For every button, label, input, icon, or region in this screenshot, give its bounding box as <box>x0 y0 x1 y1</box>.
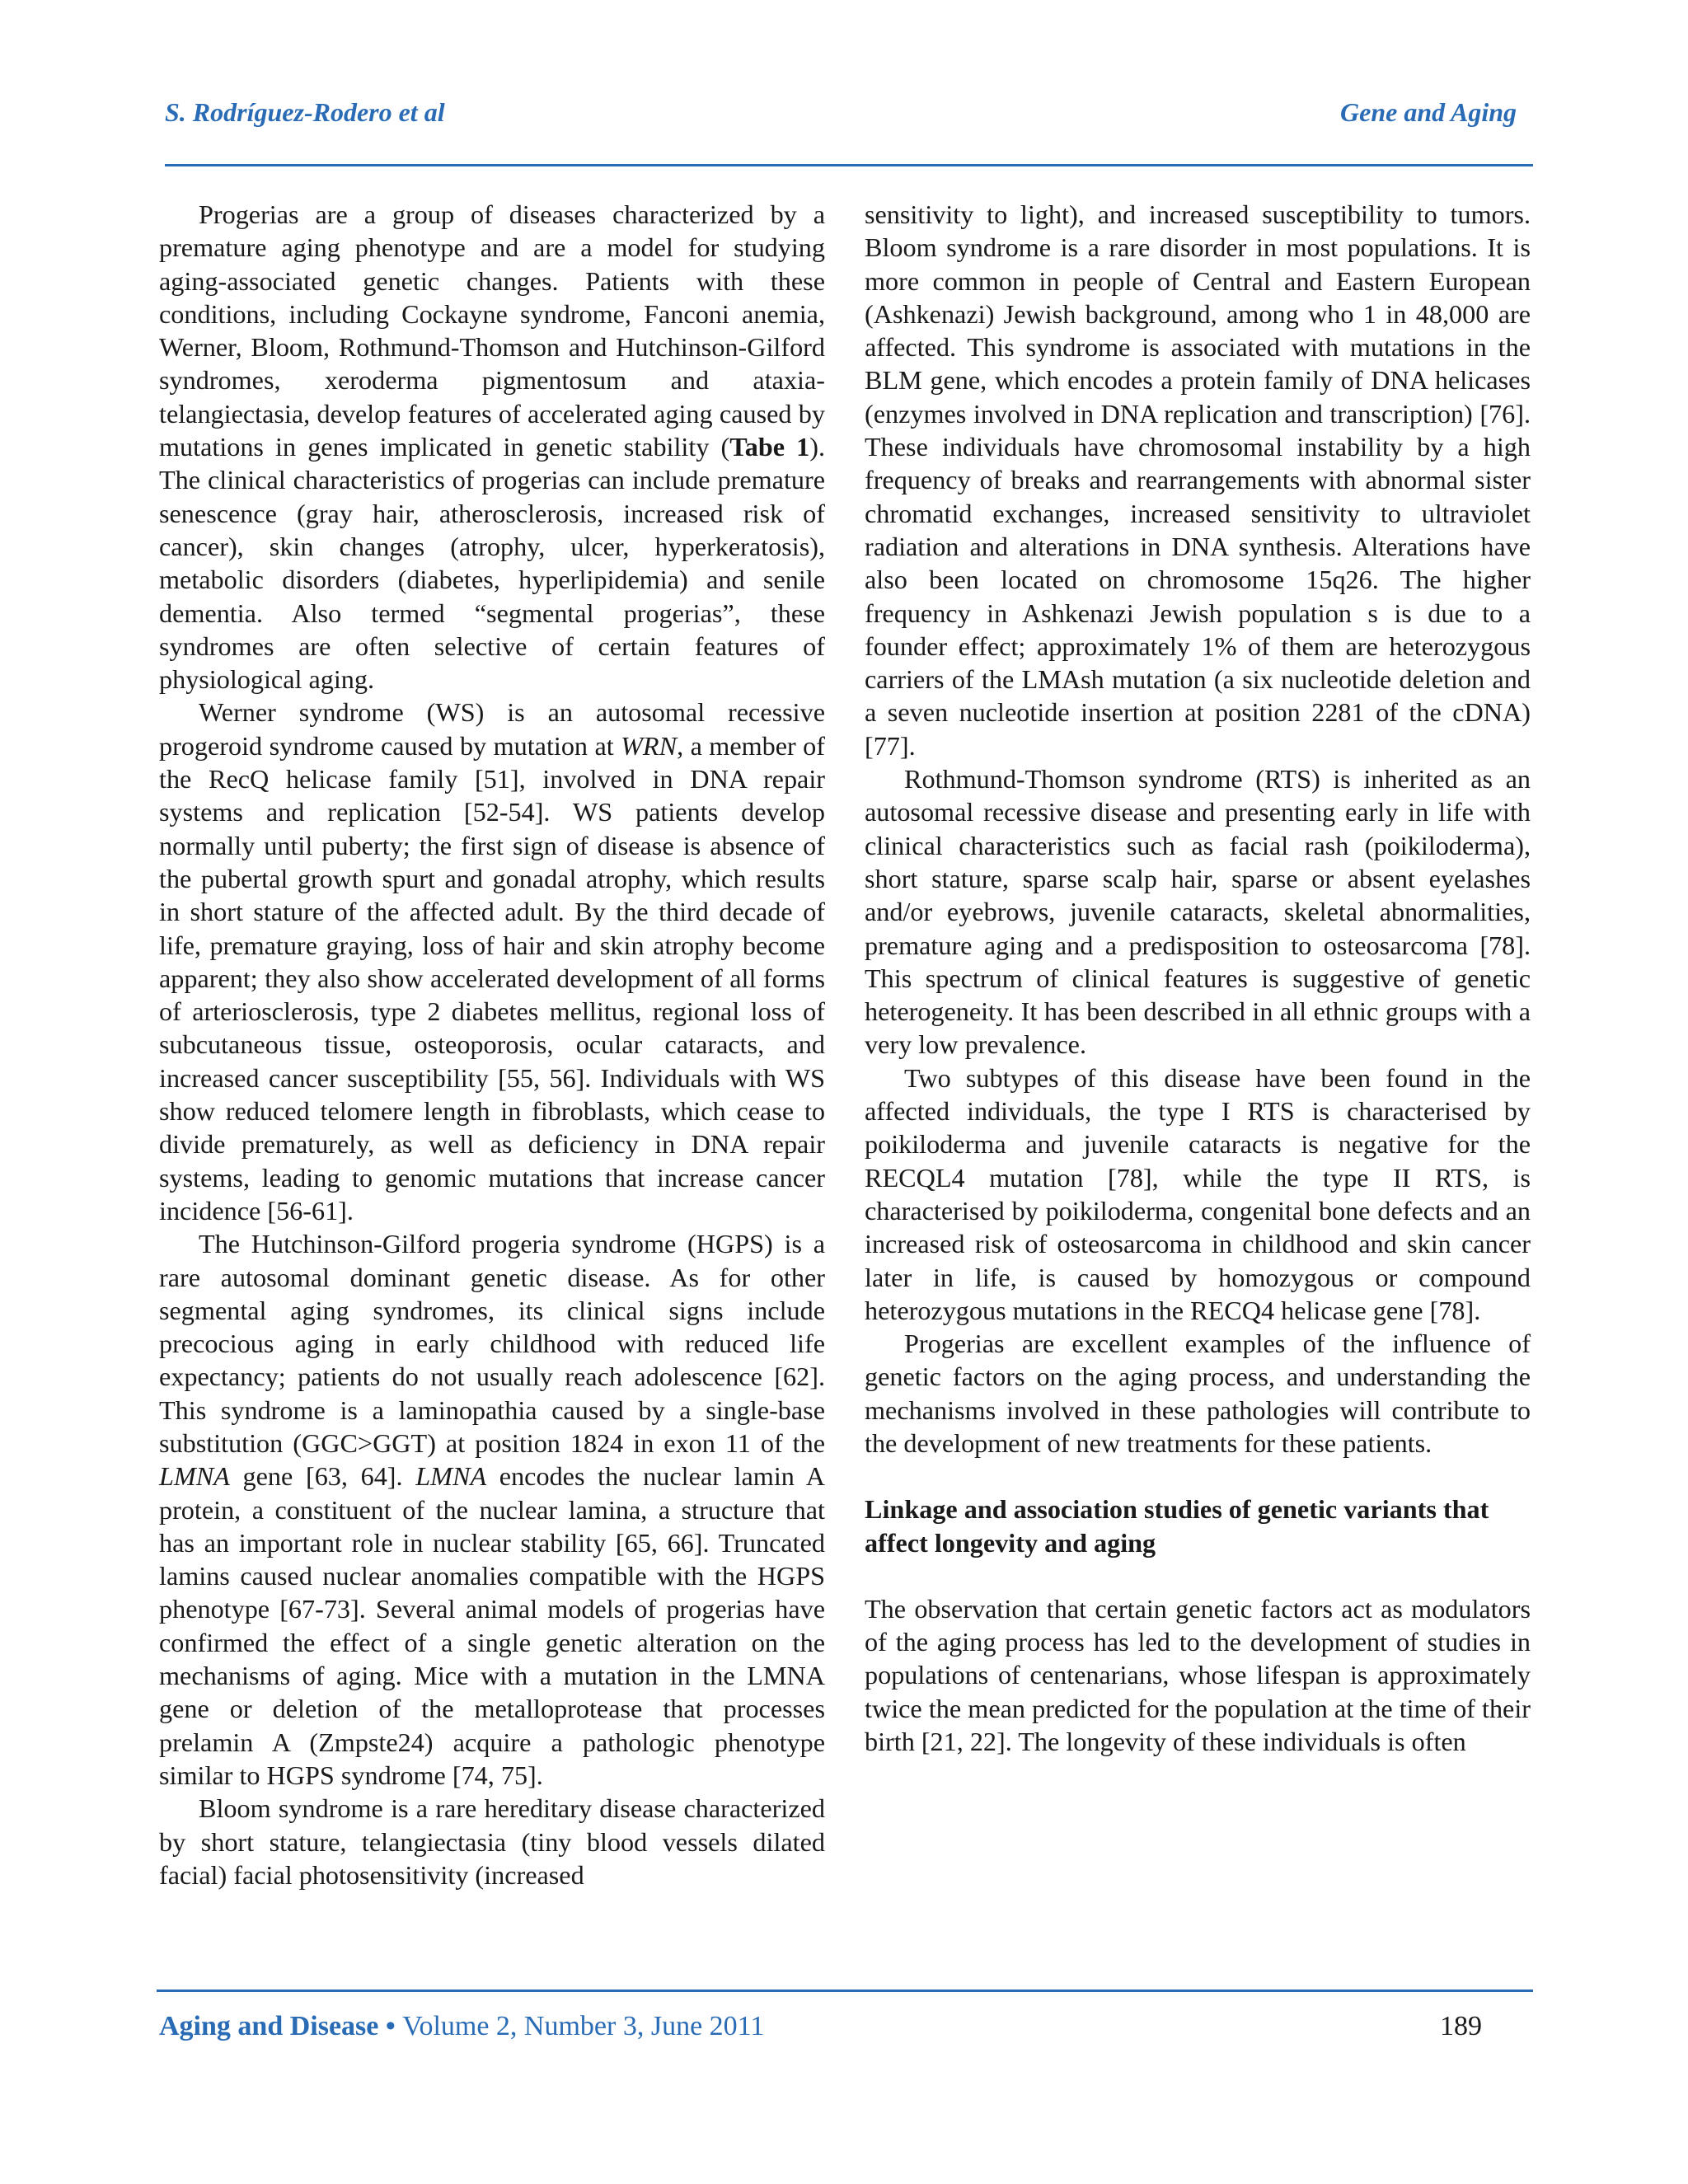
running-head-journal: Gene and Aging <box>1340 97 1517 127</box>
paragraph-hgps: The Hutchinson-Gilford progeria syndrome (HGPS) is a rare autosomal dominant genetic disease. As for other segmental aging syndromes, its clinical signs include precocious aging in early childhood with reduced life expectancy; patients do not usually reach adolescence [62]. This syndrome is a laminopathia caused by a single-base substitution (GGC>GGT) at position 1824 in exon 11 of the LMNA gene [63, 64]. LMNA encodes the nuclear lamin A protein, a constituent of the nuclear lamina, a structure that has an important role in nuclear stability [65, 66]. Truncated lamins caused nuclear anomalies compatible with the HGPS phenotype [67-73]. Several animal models of progerias have confirmed the effect of a single genetic alteration on the mechanisms of aging. Mice with a mutation in the LMNA gene or deletion of the metalloprotease that processes prelamin A (Zmpste24) acquire a pathologic phenotype similar to HGPS syndrome [74, 75]. <box>159 1229 826 1790</box>
paragraph-werner-syndrome: Werner syndrome (WS) is an autosomal recessive progeroid syndrome caused by mutation at WRN, a member of the RecQ helicase family [51], involved in DNA repair systems and replication [52-54]. WS patients develop normally until puberty; the first sign of disease is absence of the pubertal growth spurt and gonadal atrophy, which results in short stature of the affected adult. By the third decade of life, premature graying, loss of hair and skin atrophy become apparent; they also show accelerated development of all forms of arteriosclerosis, type 2 diabetes mellitus, regional loss of subcutaneous tissue, osteoporosis, ocular cataracts, and increased cancer susceptibility [55, 56]. Individuals with WS show reduced telomere length in fibroblasts, which cease to divide prematurely, as well as deficiency in DNA repair systems, leading to genomic mutations that increase cancer incidence [56-61]. <box>159 697 825 1226</box>
right-column <box>865 198 1531 1758</box>
running-head-authors: S. Rodríguez-Rodero et al <box>165 97 445 127</box>
paragraph-bloom-continued: sensitivity to light), and increased susceptibility to tumors. Bloom syndrome is a rare disorder in most populations. It is more common in people of Central and Eastern European (Ashkenazi) Jewish background, among who 1 in 48,000 are affected. This syndrome is associated with mutations in the BLM gene, which encodes a protein family of DNA helicases (enzymes involved in DNA replication and transcription) [76]. These individuals have chromosomal instability by a high frequency of breaks and rearrangements with abnormal sister chromatid exchanges, increased sensitivity to ultraviolet radiation and alterations in DNA synthesis. Alterations have also been located on chromosome 15q26. The higher frequency in Ashkenazi Jewish population s is due to a founder effect; approximately 1% of them are heterozygous carriers of the LMAsh mutation (a six nucleotide deletion and a seven nucleotide insertion at position 2281 of the cDNA) [77]. <box>865 199 1531 761</box>
running-head <box>165 97 1517 138</box>
section-heading: Linkage and association studies of genetic variants that affect longevity and aging <box>865 1494 1489 1558</box>
paragraph-progerias-conclusion: Progerias are excellent examples of the influence of genetic factors on the aging process, and understanding the mechanisms involved in these pathologies will contribute to the development of new treatments for these patients. <box>865 1329 1531 1458</box>
paragraph-linkage-studies: The observation that certain genetic factors act as modulators of the aging process has led to the development of studies in populations of centenarians, whose lifespan is approximately twice the mean predicted for the population at the time of their birth [21, 22]. The longevity of these individuals is often <box>865 1593 1531 1757</box>
paragraph-progerias-intro: Progerias are a group of diseases characterized by a premature aging phenotype and are a model for studying aging-associated genetic changes. Patients with these conditions, including Cockayne syndrome, Fanconi anemia, Werner, Bloom, Rothmund-Thomson and Hutchinson-Gilford syndromes, xeroderma pigmentosum and ataxia-telangiectasia, develop features of accelerated aging caused by mutations in genes implicated in genetic stability (Tabe 1). The clinical characteristics of progerias can include premature senescence (gray hair, atherosclerosis, increased risk of cancer), skin changes (atrophy, ulcer, hyperkeratosis), metabolic disorders (diabetes, hyperlipidemia) and senile dementia. Also termed “segmental progerias”, these syndromes are often selective of certain features of physiological aging. <box>159 199 825 695</box>
header-divider <box>165 164 1533 166</box>
left-column <box>159 198 825 1891</box>
gene-name: LMNA <box>159 1461 230 1492</box>
footer-divider <box>157 1990 1533 1992</box>
footer-bullet: • <box>378 2011 403 2041</box>
page-footer <box>159 2011 1482 2052</box>
footer-issue: Volume 2, Number 3, June 2011 <box>402 2011 765 2041</box>
paragraph-rts-subtypes: Two subtypes of this disease have been found in the affected individuals, the type I RTS is characterised by poikiloderma and juvenile cataracts is negative for the RECQL4 mutation [78], while the type II RTS, is characterised by poikiloderma, congenital bone defects and an increased risk of osteosarcoma in childhood and skin cancer later in life, is caused by homozygous or compound heterozygous mutations in the RECQ4 helicase gene [78]. <box>865 1062 1531 1325</box>
paragraph-rothmund-thomson: Rothmund-Thomson syndrome (RTS) is inherited as an autosomal recessive disease and presenting early in life with clinical characteristics such as facial rash (poikiloderma), short stature, sparse scalp hair, sparse or absent eyelashes and/or eyebrows, juvenile cataracts, skeletal abnormalities, premature aging and a predisposition to osteosarcoma [78]. This spectrum of clinical features is suggestive of genetic heterogeneity. It has been described in all ethnic groups with a very low prevalence. <box>865 764 1531 1060</box>
table-reference[interactable]: Tabe 1 <box>729 432 810 462</box>
paragraph-bloom-syndrome: Bloom syndrome is a rare hereditary disease characterized by short stature, telangiectasia (tiny blood vessels dilated facial) facial photosensitivity (increased <box>159 1793 825 1890</box>
gene-name: WRN <box>621 730 678 761</box>
gene-name: LMNA <box>415 1461 487 1492</box>
footer-journal-name: Aging and Disease <box>159 2011 379 2041</box>
page-number: 189 <box>1440 2011 1482 2041</box>
